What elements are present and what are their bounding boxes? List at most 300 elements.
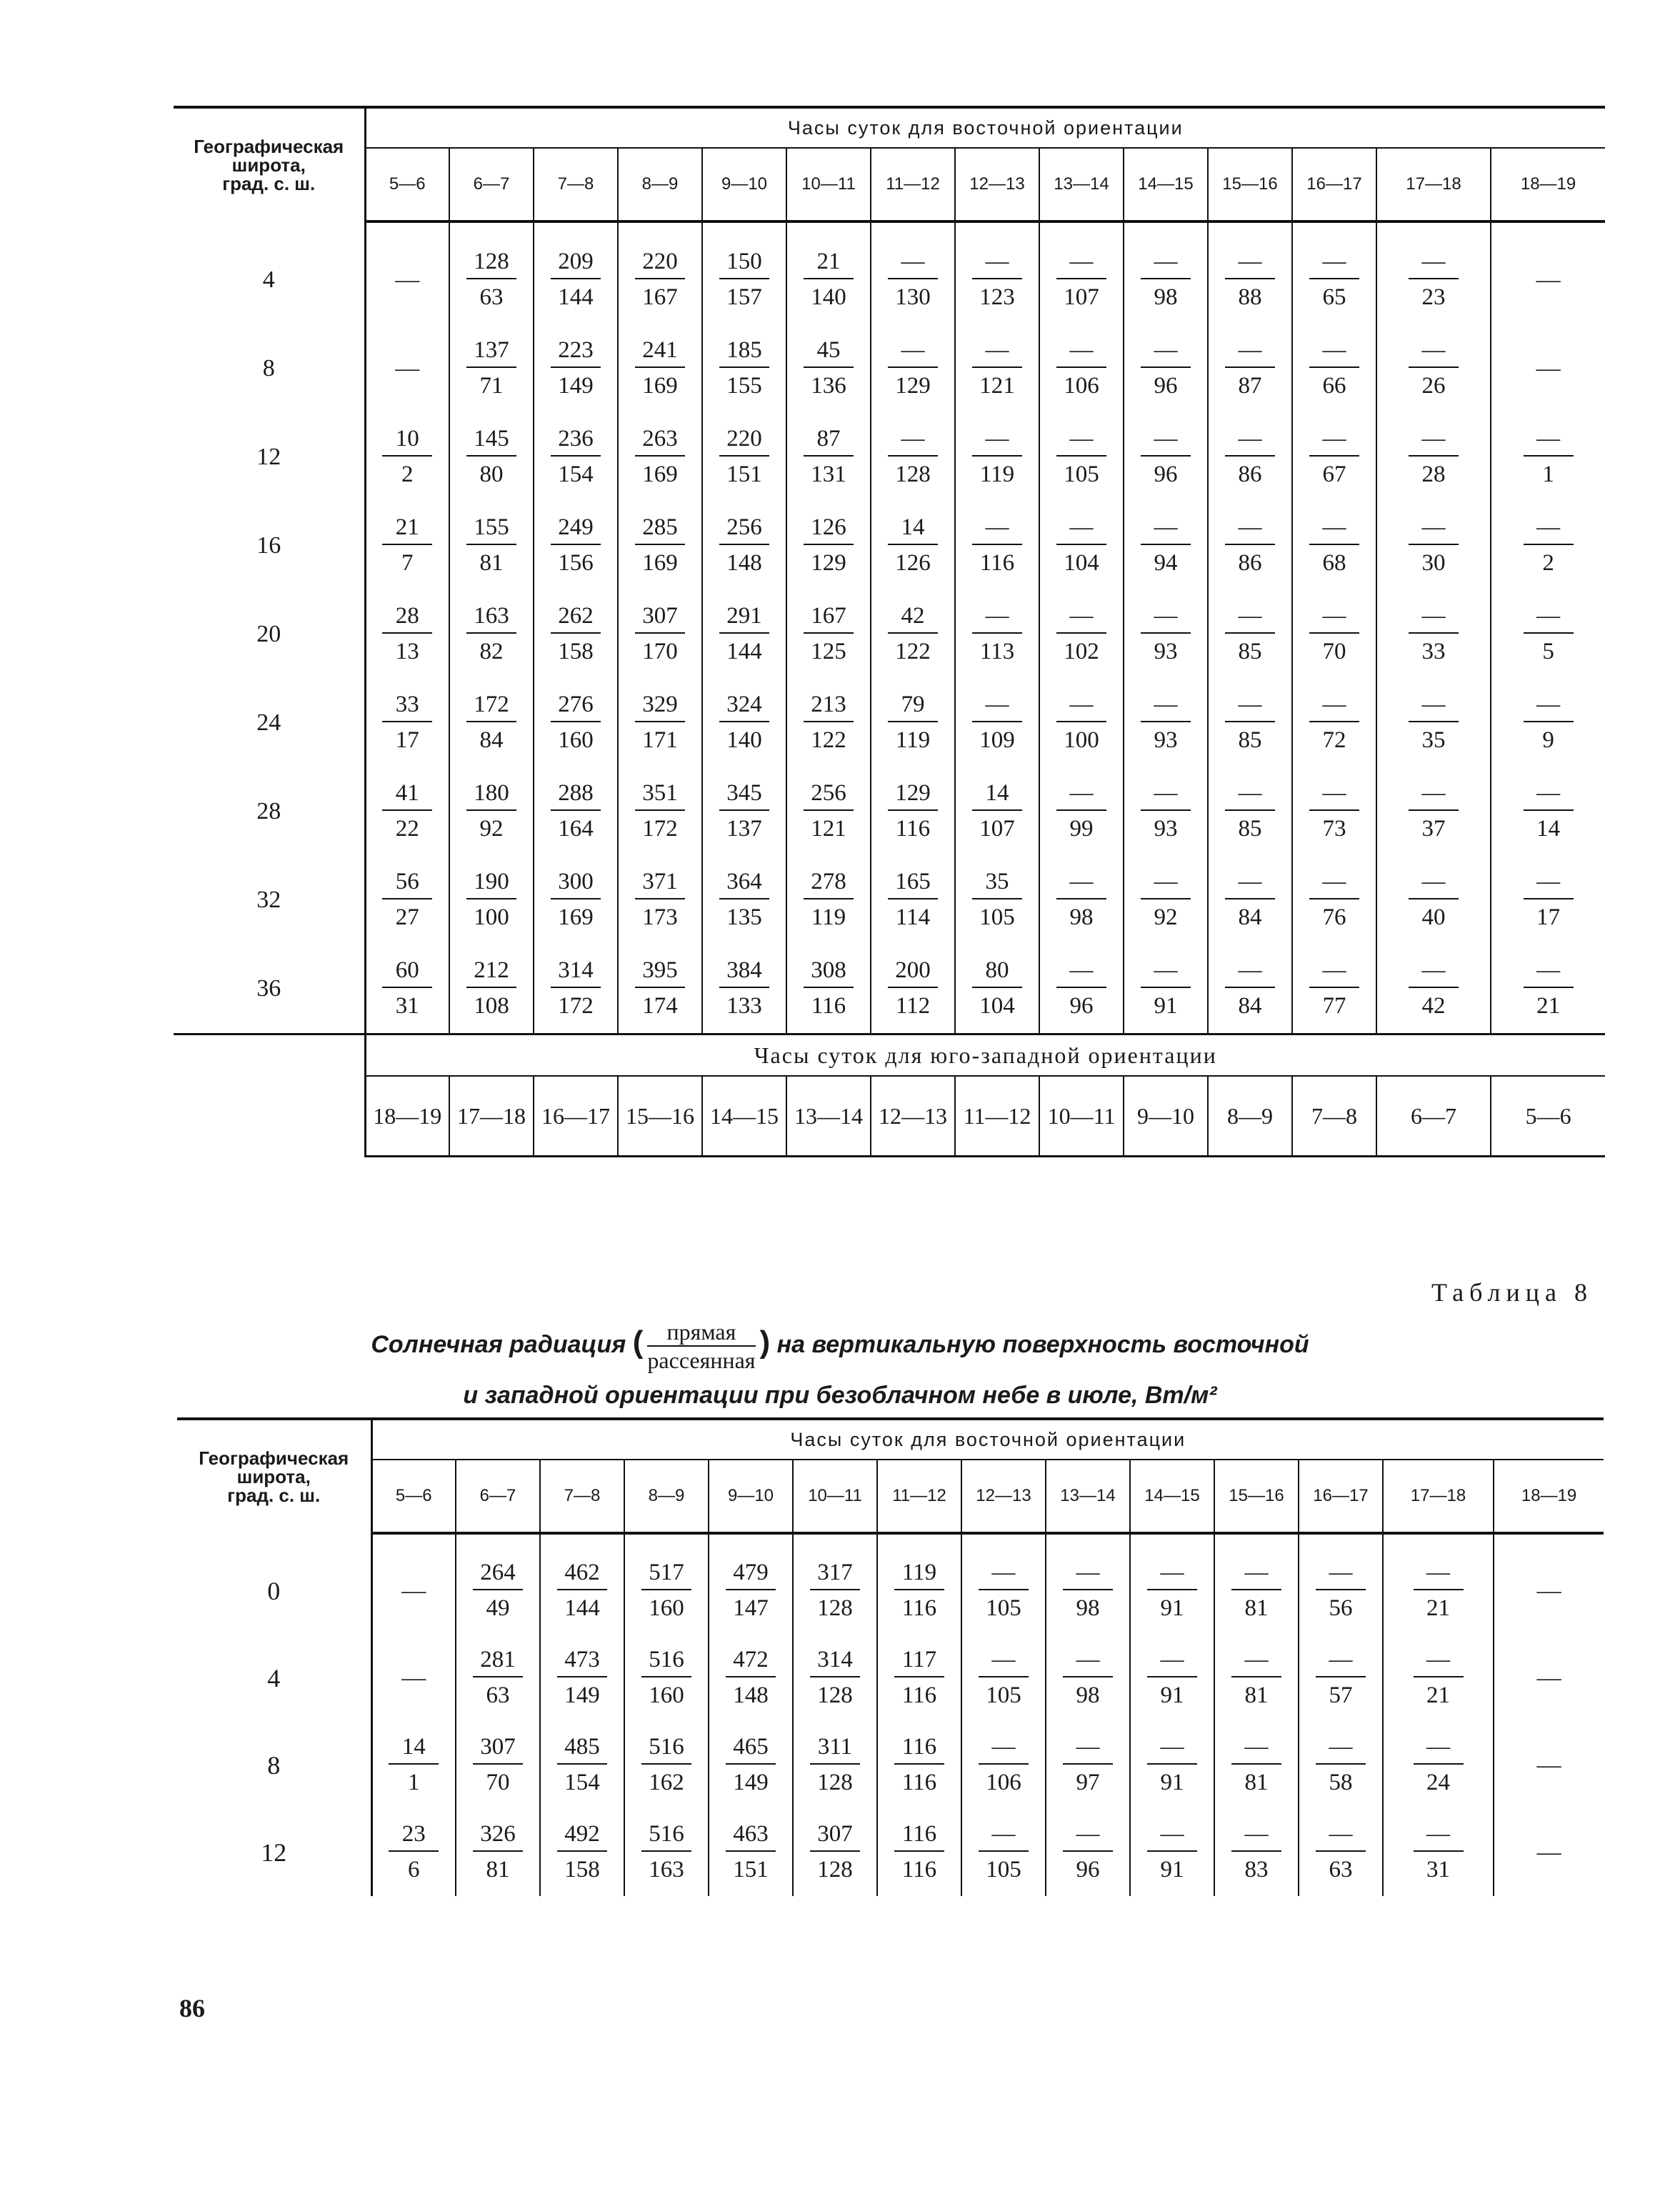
direct-value: — [1309,688,1359,722]
value-cell [618,502,702,590]
fraction [956,767,1039,856]
spacer-row [177,1533,1604,1547]
fraction [534,679,617,767]
direct-value: — [1409,777,1459,811]
value-cell [702,679,786,767]
fraction [1215,1809,1298,1896]
fraction [871,856,954,944]
southwest-hour-header: 8—9 [1208,1076,1292,1157]
spacer-cell [1494,1533,1604,1547]
diffuse-value: 104 [979,993,1015,1019]
dash-value: — [395,266,420,293]
value-cell [540,1722,624,1809]
value-cell [961,1722,1046,1809]
diffuse-value: 169 [642,550,678,576]
value-cell [871,944,955,1034]
direct-value: 128 [466,245,516,279]
direct-value: 45 [804,334,854,368]
diffuse-value: 105 [986,1857,1021,1883]
fraction [1040,413,1123,502]
value-cell [449,679,534,767]
value-cell [365,767,449,856]
spacer-row [174,221,1605,236]
value-cell [955,413,1039,502]
fraction [962,1809,1045,1896]
value-cell [1124,413,1208,502]
value-cell [1491,413,1605,502]
fraction [703,944,786,1033]
value-cell [449,236,534,324]
spacer-cell [955,221,1039,236]
value-cell [709,1635,793,1722]
fraction [1293,324,1376,413]
fraction [1209,944,1291,1033]
fraction [450,590,533,679]
latitude-cell: 12 [174,413,365,502]
value-cell [955,856,1039,944]
caption-line-2: и западной ориентации при безоблачном небе в июле, Вт/м² [463,1382,1217,1409]
direct-value: 281 [473,1643,523,1677]
diffuse-value: 63 [1329,1857,1353,1883]
diffuse-value: 100 [474,904,509,930]
value-cell [793,1635,877,1722]
fraction [1299,1547,1382,1635]
direct-value: 42 [888,599,938,634]
direct-value: 516 [641,1817,691,1852]
fraction [366,944,449,1033]
direct-value: — [972,334,1022,368]
latitude-cell: 0 [177,1547,371,1635]
fraction [1491,324,1605,413]
direct-value: 324 [719,688,769,722]
southwest-hour-header: 14—15 [702,1076,786,1157]
east-hour-header: 6—7 [456,1460,540,1533]
direct-value: 28 [382,599,432,634]
value-cell [618,413,702,502]
east-hour-header: 12—13 [961,1460,1046,1533]
latitude-cell: 32 [174,856,365,944]
diffuse-value: 30 [1421,550,1446,576]
dash-value: — [1536,1752,1561,1778]
fraction [703,679,786,767]
direct-value: 21 [804,245,854,279]
diffuse-value: 131 [811,462,846,487]
fraction [1494,1635,1604,1722]
diffuse-value: 149 [564,1682,600,1708]
direct-value: — [979,1643,1029,1677]
direct-value: — [1231,1643,1281,1677]
direct-value: 384 [719,954,769,988]
table-1-body [174,221,1605,1034]
value-cell [624,1547,709,1635]
direct-value: — [1056,422,1106,457]
fraction [1293,767,1376,856]
direct-value: — [888,334,938,368]
diffuse-value: 129 [895,373,931,399]
direct-value: — [1524,777,1574,811]
diffuse-value: 23 [1421,284,1446,310]
east-hour-header: 8—9 [624,1460,709,1533]
east-hour-header: 18—19 [1491,148,1605,221]
value-cell [1124,944,1208,1034]
value-cell [1491,324,1605,413]
diffuse-value: 85 [1238,727,1262,753]
diffuse-value: 100 [1064,727,1099,753]
fraction [1293,679,1376,767]
diffuse-value: 128 [817,1682,853,1708]
direct-value: 345 [719,777,769,811]
diffuse-value: 160 [558,727,594,753]
direct-value: — [1225,865,1275,899]
east-hour-header: 9—10 [709,1460,793,1533]
diffuse-value: 91 [1160,1857,1184,1883]
value-cell [871,590,955,679]
direct-value: — [1414,1730,1464,1765]
diffuse-value: 80 [479,462,504,487]
direct-value: 180 [466,777,516,811]
diffuse-value: 70 [486,1770,510,1795]
east-hour-header: 8—9 [618,148,702,221]
fraction [1491,413,1605,502]
fraction [625,1635,708,1722]
fraction [871,767,954,856]
fraction [878,1635,961,1722]
value-cell [1039,236,1124,324]
fraction [956,502,1039,590]
spacer-cell [371,1533,456,1547]
table-row [174,767,1605,856]
spacer-cell [1299,1533,1383,1547]
table-1-footer [174,1034,1605,1157]
diffuse-value: 81 [479,550,504,576]
value-cell [1130,1722,1214,1809]
direct-value: — [1056,599,1106,634]
fraction [1299,1635,1382,1722]
diffuse-value: 116 [979,550,1015,576]
diffuse-value: 130 [895,284,931,310]
value-cell [1376,679,1491,767]
value-cell [786,236,871,324]
value-cell [1208,324,1292,413]
value-cell [365,679,449,767]
fraction [871,413,954,502]
value-cell [877,1722,961,1809]
diffuse-value: 92 [479,816,504,842]
value-cell [534,856,618,944]
diffuse-value: 84 [1238,993,1262,1019]
fraction [1377,856,1490,944]
direct-value: 80 [972,954,1022,988]
fraction [962,1635,1045,1722]
page-number: 86 [179,1994,205,2023]
diffuse-value: 155 [726,373,762,399]
fraction [1377,413,1490,502]
east-hour-header: 17—18 [1376,148,1491,221]
direct-value: — [1409,511,1459,545]
fraction [541,1635,624,1722]
latitude-cell: 24 [174,679,365,767]
table-row [174,856,1605,944]
fraction [366,236,449,324]
value-cell [786,413,871,502]
value-cell [1039,767,1124,856]
direct-value: — [1414,1643,1464,1677]
direct-value: — [1056,688,1106,722]
table-row [174,324,1605,413]
direct-value: — [1316,1817,1366,1852]
diffuse-value: 31 [395,993,419,1019]
east-hour-header: 17—18 [1383,1460,1494,1533]
value-cell [1494,1722,1604,1809]
fraction [619,590,701,679]
fraction [1046,1809,1129,1896]
direct-value: 395 [635,954,685,988]
diffuse-value: 77 [1322,993,1346,1019]
value-cell [702,856,786,944]
fraction [787,856,870,944]
direct-value: 463 [726,1817,776,1852]
fraction [1040,767,1123,856]
value-cell [702,767,786,856]
value-cell [1208,679,1292,767]
fraction [619,944,701,1033]
diffuse-value: 63 [479,284,504,310]
direct-value: 329 [635,688,685,722]
fraction [1209,767,1291,856]
direct-value: — [979,1730,1029,1765]
diffuse-value: 148 [733,1682,769,1708]
direct-value: — [972,688,1022,722]
spacer-cell [449,221,534,236]
diffuse-value: 121 [979,373,1015,399]
direct-value: — [1063,1556,1113,1590]
value-cell [449,856,534,944]
fraction [787,944,870,1033]
diffuse-value: 129 [811,550,846,576]
value-cell [1292,413,1376,502]
direct-value: — [888,422,938,457]
value-cell [1124,324,1208,413]
value-cell [1491,679,1605,767]
fraction [1040,502,1123,590]
dash-value: — [395,355,420,382]
east-hour-header: 14—15 [1124,148,1208,221]
fraction [878,1722,961,1809]
value-cell [540,1635,624,1722]
direct-value: 314 [551,954,601,988]
fraction [456,1635,539,1722]
value-cell [534,324,618,413]
direct-value: — [1309,865,1359,899]
direct-value: — [1056,245,1106,279]
diffuse-value: 128 [817,1770,853,1795]
fraction [1131,1722,1214,1809]
value-cell [955,590,1039,679]
direct-value: — [1309,245,1359,279]
southwest-hour-header: 18—19 [365,1076,449,1157]
diffuse-value: 105 [986,1595,1021,1621]
fraction [871,502,954,590]
fraction [703,856,786,944]
diffuse-value: 104 [1064,550,1099,576]
value-cell [534,590,618,679]
diffuse-value: 88 [1238,284,1262,310]
direct-value: — [1225,334,1275,368]
spacer-cell [1124,221,1208,236]
southwest-orientation-title: Часы суток для юго-западной ориентации [365,1034,1605,1077]
value-cell [624,1809,709,1896]
value-cell [1292,679,1376,767]
diffuse-value: 133 [726,993,762,1019]
fraction [1046,1547,1129,1635]
value-cell [1130,1809,1214,1896]
dash-value: — [401,1665,426,1691]
diffuse-value: 49 [486,1595,510,1621]
fraction [625,1722,708,1809]
direct-value: 264 [473,1556,523,1590]
direct-value: 190 [466,865,516,899]
diffuse-value: 66 [1322,373,1346,399]
value-cell [955,767,1039,856]
diffuse-value: 17 [1536,904,1561,930]
diffuse-value: 144 [564,1595,600,1621]
fraction [373,1547,456,1635]
diffuse-value: 160 [649,1595,684,1621]
fraction [534,767,617,856]
value-cell [1376,590,1491,679]
fraction [373,1809,456,1896]
diffuse-value: 112 [895,993,931,1019]
direct-value: — [1141,599,1191,634]
fraction [1124,856,1207,944]
value-cell [1292,236,1376,324]
direct-value: — [1409,334,1459,368]
direct-value: — [1225,511,1275,545]
fraction [619,502,701,590]
diffuse-value: 93 [1154,816,1178,842]
direct-value: — [1309,599,1359,634]
diffuse-value: 97 [1076,1770,1100,1795]
direct-value: 185 [719,334,769,368]
fraction [1046,1722,1129,1809]
fraction [366,767,449,856]
diffuse-value: 35 [1421,727,1446,753]
direct-value: — [1141,511,1191,545]
value-cell [1383,1809,1494,1896]
direct-value: 87 [804,422,854,457]
east-hour-header: 10—11 [786,148,871,221]
direct-value: — [1231,1556,1281,1590]
value-cell [709,1809,793,1896]
fraction [962,1722,1045,1809]
diffuse-value: 81 [486,1857,510,1883]
value-cell [540,1547,624,1635]
fraction [1293,502,1376,590]
fraction [871,944,954,1033]
diffuse-value: 31 [1426,1857,1450,1883]
value-cell [961,1809,1046,1896]
diffuse-value: 149 [733,1770,769,1795]
direct-value: — [1409,245,1459,279]
diffuse-value: 144 [558,284,594,310]
fraction [450,413,533,502]
radiation-table-8 [177,1417,1604,1896]
direct-value: 56 [382,865,432,899]
direct-value: — [979,1556,1029,1590]
fraction [534,502,617,590]
diffuse-value: 1 [408,1770,420,1795]
direct-value: — [979,1817,1029,1852]
southwest-hour-header: 16—17 [534,1076,618,1157]
diffuse-value: 136 [811,373,846,399]
fraction [709,1635,792,1722]
diffuse-value: 172 [558,993,594,1019]
value-cell [624,1722,709,1809]
diffuse-value: 116 [811,993,846,1019]
diffuse-value: 170 [642,639,678,664]
fraction [625,1809,708,1896]
direct-value: 285 [635,511,685,545]
fraction [1491,856,1605,944]
diffuse-value: 169 [642,462,678,487]
fraction [534,856,617,944]
value-cell [456,1547,540,1635]
direct-value: — [1147,1556,1197,1590]
diffuse-value: 2 [1542,550,1554,576]
fraction [956,679,1039,767]
fraction [456,1809,539,1896]
diffuse-value: 86 [1238,462,1262,487]
diffuse-value: 33 [1421,639,1446,664]
east-hour-header: 11—12 [871,148,955,221]
direct-value: 307 [473,1730,523,1765]
diffuse-value: 9 [1542,727,1554,753]
direct-value: 33 [382,688,432,722]
fraction [703,413,786,502]
spacer-cell [618,221,702,236]
direct-value: — [1316,1730,1366,1765]
fraction [1215,1547,1298,1635]
fraction [787,413,870,502]
southwest-hour-header: 9—10 [1124,1076,1208,1157]
diffuse-value: 85 [1238,816,1262,842]
direct-value: 14 [972,777,1022,811]
direct-value: — [1409,865,1459,899]
value-cell [449,413,534,502]
fraction [1209,413,1291,502]
fraction [373,1635,456,1722]
value-cell [1292,944,1376,1034]
east-hour-header: 14—15 [1130,1460,1214,1533]
direct-value: — [1309,334,1359,368]
diffuse-value: 1 [1542,462,1554,487]
value-cell [1299,1547,1383,1635]
value-cell [1292,590,1376,679]
value-cell [1494,1809,1604,1896]
value-cell [365,944,449,1034]
value-cell [1124,590,1208,679]
diffuse-value: 102 [1064,639,1099,664]
value-cell [618,236,702,324]
fraction [1491,679,1605,767]
value-cell [365,856,449,944]
latitude-cell: 8 [174,324,365,413]
direct-value: 288 [551,777,601,811]
direct-value: 308 [804,954,854,988]
fraction [1384,1809,1493,1896]
fraction [1299,1722,1382,1809]
fraction [956,236,1039,324]
